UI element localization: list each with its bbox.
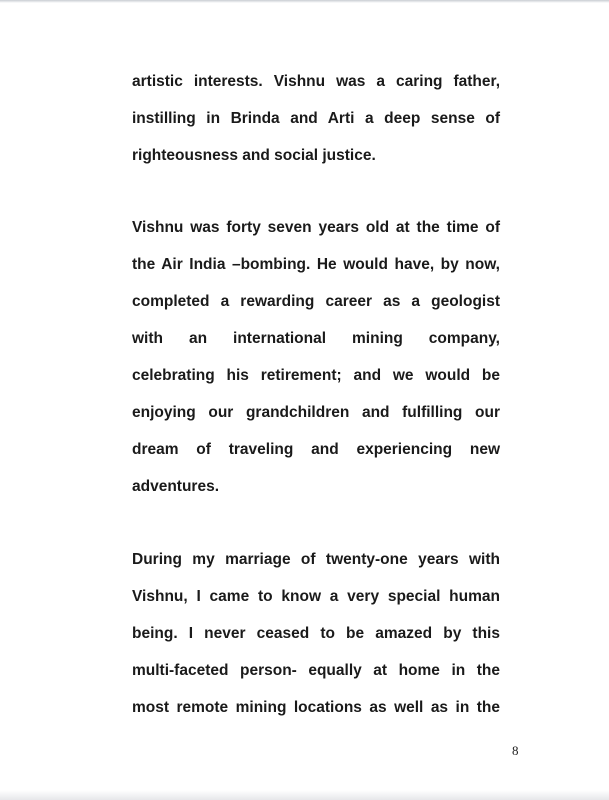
text-line: enjoying our grandchildren and fulfilling our (132, 404, 500, 421)
text-line: dream of traveling and experiencing new (132, 441, 500, 458)
text-line: most remote mining locations as well as in the (132, 699, 500, 716)
text-line: being. I never ceased to be amazed by this (132, 625, 500, 642)
text-line: completed a rewarding career as a geologist (132, 293, 500, 310)
scan-edge-top (0, 0, 609, 3)
text-line: the Air India –bombing. He would have, by now, (132, 256, 500, 273)
text-line: Vishnu was forty seven years old at the time of (132, 219, 500, 236)
text-line: multi-faceted person- equally at home in the (132, 662, 500, 679)
text-line: During my marriage of twenty-one years with (132, 551, 500, 568)
text-line: adventures. (132, 478, 220, 495)
text-line: righteousness and social justice. (132, 147, 376, 164)
text-line: artistic interests. Vishnu was a caring father, (132, 73, 500, 90)
text-line: celebrating his retirement; and we would be (132, 367, 500, 384)
text-line: with an international mining company, (132, 330, 500, 347)
text-line: Vishnu, I came to know a very special human (132, 588, 500, 605)
page-number: 8 (512, 743, 519, 758)
text-line: instilling in Brinda and Arti a deep sense of (132, 110, 500, 127)
scan-edge-bottom (0, 790, 609, 800)
